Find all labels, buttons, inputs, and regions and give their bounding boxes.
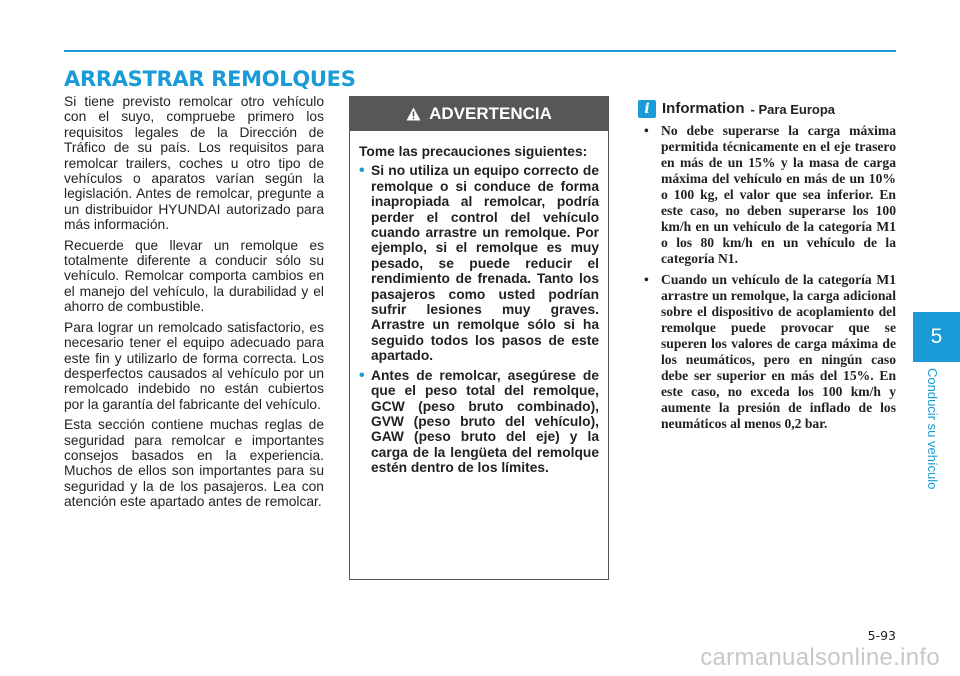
warning-header <box>350 97 608 131</box>
chapter-number: 5 <box>930 325 943 348</box>
warning-item-1: • Si no utiliza un equipo correcto de remolque o si conduce de forma inapropiada al remolcar, podría perder el control del vehículo cuando arrastre un remolque. Por ejemplo, si el remolque es muy pesado, se puede reducir el rendimiento de frenada. Tanto los pasajeros como usted podrían sufrir lesiones muy graves. Arrastre un remolque sólo si ha seguido todos los pasos de este apartado. <box>359 163 599 363</box>
page-number: 5-93 <box>867 628 896 643</box>
intro-paragraph-1: Si tiene previsto remolcar otro vehículo con el suyo, compruebe primero los requisitos legales de la Dirección de Tráfico de su país. Los requisitos para remolcar trailers, coches u otro tipo de vehículos o aparatos varían según la legislación. Antes de remolcar, pregunte a un distribuidor HYUNDAI autorizado para más información. <box>64 94 324 233</box>
warning-item-2: • Antes de remolcar, asegúrese de que el peso total del remolque, GCW (peso bruto combinado), GVW (peso bruto del vehículo), GAW (peso bruto del eje) y la carga de la lengüeta del remolque estén dentro de los límites. <box>359 368 599 476</box>
chapter-tab <box>913 312 960 362</box>
intro-paragraph-2: Recuerde que llevar un remolque es totalmente diferente a conducir sólo su vehículo. Remolcar comporta cambios en el manejo del vehículo, la durabilidad y el ahorro de combustible. <box>64 237 324 315</box>
intro-column <box>64 94 324 515</box>
information-subtitle: - Para Europa <box>750 102 836 117</box>
warning-intro: Tome las precauciones siguientes: <box>359 144 588 159</box>
watermark: carmanualsonline.info <box>700 644 940 671</box>
information-item-1: • No debe superarse la carga máxima permitida técnicamente en el eje trasero en más de un 15% y la masa de carga máxima del vehículo en más de un 10% o 100 kg, el valor que sea inferior. En este caso, no deben superarse los 100 km/h en un vehículo de la categoría M1 o los 80 km/h en un vehículo de la categoría N1. <box>638 123 896 267</box>
warning-box <box>349 96 609 580</box>
intro-paragraph-3: Para lograr un remolcado satisfactorio, es necesario tener el equipo adecuado para este fin y utilizarlo de forma correcta. Los desperfectos causados al vehículo por un remolcado indebido no están cubiertos por la garantía del fabricante del vehículo. <box>64 319 324 412</box>
warning-body <box>350 131 608 476</box>
information-title: Information <box>662 100 745 117</box>
warning-triangle-icon <box>406 107 421 121</box>
information-item-2: • Cuando un vehículo de la categoría M1 arrastre un remolque, la carga adicional sobre el dispositivo de acoplamiento del remolque puede provocar que se superen los valores de carga máxima de los neumáticos, pero en ningún caso debe ser superior en más del 15%. En este caso, no exceda los 100 km/h y aumente la presión de inflado de los neumáticos al menos 0,2 bar. <box>638 272 896 432</box>
section-title: ARRASTRAR REMOLQUES <box>64 67 356 91</box>
chapter-label: Conducir su vehículo <box>925 368 940 490</box>
information-heading <box>638 96 835 118</box>
warning-list <box>359 163 599 475</box>
intro-paragraph-4: Esta sección contiene muchas reglas de seguridad para remolcar e importantes consejos basados en la experiencia. Muchos de ellos son importantes para su seguridad y la de los pasajeros. Lea con atención este apartado antes de remolcar. <box>64 417 324 510</box>
information-icon: i <box>638 100 656 118</box>
top-rule <box>64 50 896 52</box>
information-list <box>638 123 896 437</box>
warning-title: ADVERTENCIA <box>429 104 552 123</box>
